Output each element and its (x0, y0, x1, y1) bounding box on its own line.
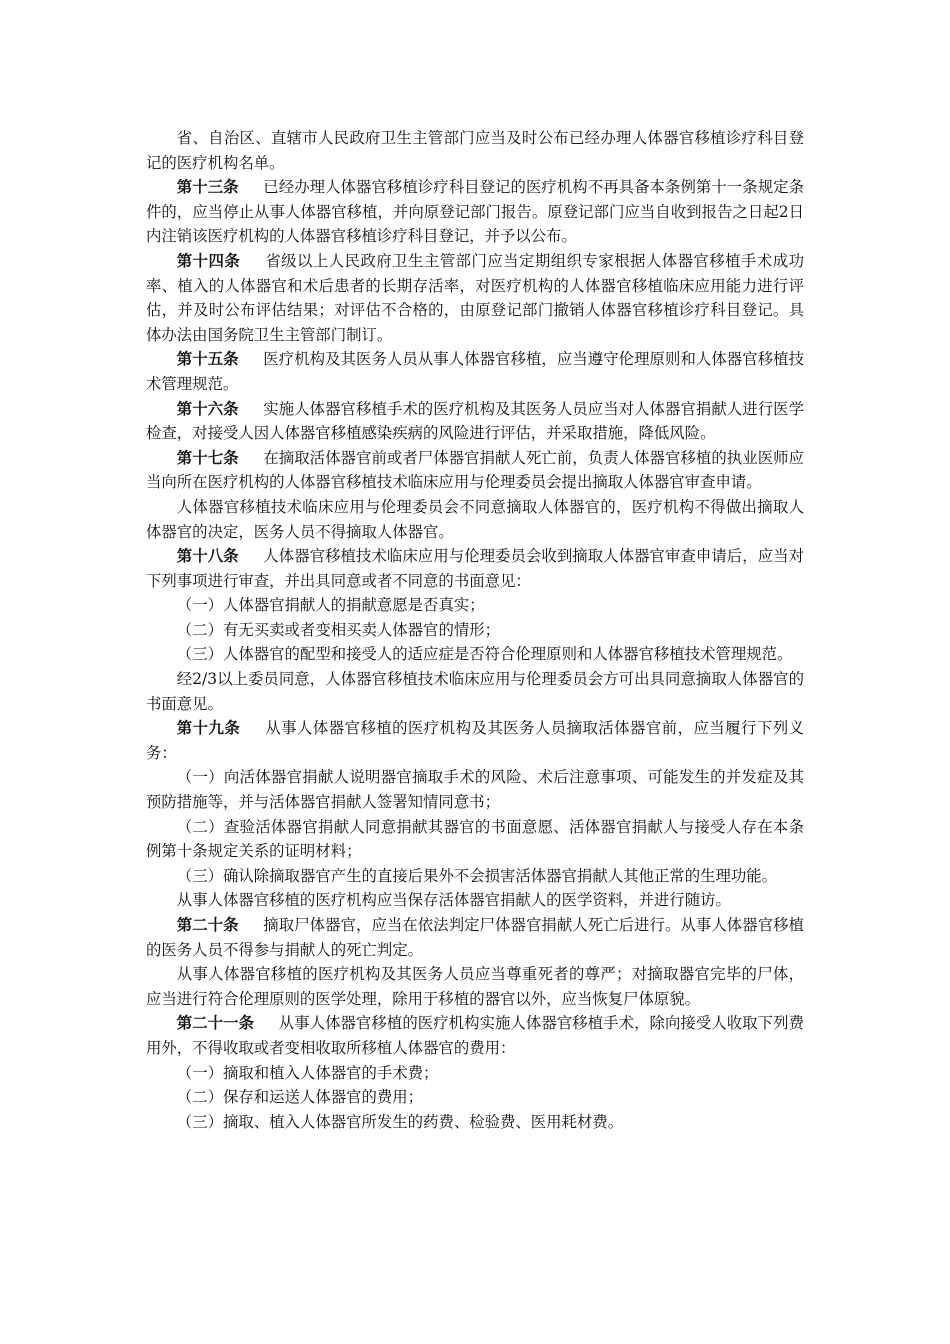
paragraph-text: 人体器官移植技术临床应用与伦理委员会不同意摘取人体器官的，医疗机构不得做出摘取人体器官的决定，医务人员不得摘取人体器官。 (146, 497, 804, 541)
article-paragraph (146, 544, 804, 593)
paragraph-text: 从事人体器官移植的医疗机构实施人体器官移植手术，除向接受人收取下列费用外，不得收取或者变相收取所移植人体器官的费用： (146, 1014, 804, 1057)
article-paragraph (146, 1011, 804, 1060)
paragraph-text: 经2/3以上委员同意，人体器官移植技术临床应用与伦理委员会方可出具同意摘取人体器官的书面意见。 (146, 670, 804, 713)
paragraph (146, 962, 804, 1011)
article-title: 第十七条 (176, 448, 239, 467)
list-item-text: （三）确认除摘取器官产生的直接后果外不会损害活体器官捐献人其他正常的生理功能。 (176, 866, 778, 885)
paragraph-text: 实施人体器官移植手术的医疗机构及其医务人员应当对人体器官捐献人进行医学检查，对接受人因人体器官移植感染疾病的风险进行评估，并采取措施，降低风险。 (146, 399, 804, 443)
article-title: 第二十一条 (176, 1014, 255, 1033)
paragraph (146, 126, 804, 175)
list-item-text: （一）摘取和植入人体器官的手术费； (176, 1063, 439, 1082)
list-item-text: （一）向活体器官捐献人说明器官摘取手术的风险、术后注意事项、可能发生的并发症及其预防措施等，并与活体器官捐献人签署知情同意书； (146, 768, 804, 812)
article-paragraph (146, 446, 804, 495)
paragraph-text: 医疗机构及其医务人员从事人体器官移植，应当遵守伦理原则和人体器官移植技术管理规范。 (146, 350, 804, 393)
article-title: 第十五条 (176, 350, 239, 369)
list-item (146, 642, 804, 667)
list-item (146, 1110, 804, 1135)
list-item (146, 1085, 804, 1110)
paragraph-text: 在摘取活体器官前或者尸体器官捐献人死亡前，负责人体器官移植的执业医师应当向所在医疗机构的人体器官移植技术临床应用与伦理委员会提出摘取人体器官审查申请。 (146, 448, 804, 492)
paragraph-text: 省、自治区、直辖市人民政府卫生主管部门应当及时公布已经办理人体器官移植诊疗科目登记的医疗机构名单。 (146, 129, 804, 172)
paragraph-text: 摘取尸体器官，应当在依法判定尸体器官捐献人死亡后进行。从事人体器官移植的医务人员不得参与捐献人的死亡判定。 (146, 916, 804, 959)
paragraph-text: 已经办理人体器官移植诊疗科目登记的医疗机构不再具备本条例第十一条规定条件的，应当停止从事人体器官移植，并向原登记部门报告。原登记部门应当自收到报告之日起2日内注销该医疗机构的人体器官移植诊疗科目登记，并予以公布。 (146, 178, 804, 246)
article-title: 第二十条 (176, 916, 239, 934)
article-title: 第十四条 (176, 251, 241, 270)
paragraph (146, 495, 804, 544)
list-item (146, 864, 804, 889)
list-item-text: （二）保存和运送人体器官的费用； (176, 1088, 424, 1107)
article-paragraph (146, 397, 804, 446)
article-title: 第十八条 (176, 547, 239, 566)
list-item-text: （一）人体器官捐献人的捐献意愿是否真实； (176, 596, 485, 615)
article-title: 第十三条 (176, 178, 239, 197)
article-title: 第十九条 (176, 719, 241, 738)
article-paragraph (146, 175, 804, 249)
list-item-text: （三）人体器官的配型和接受人的适应症是否符合伦理原则和人体器官移植技术管理规范。 (176, 645, 793, 664)
article-paragraph (146, 249, 804, 347)
article-paragraph (146, 347, 804, 396)
list-item (146, 815, 804, 864)
list-item-text: （二）有无买卖或者变相买卖人体器官的情形； (176, 620, 501, 639)
list-item (146, 618, 804, 643)
paragraph-text: 从事人体器官移植的医疗机构及其医务人员摘取活体器官前，应当履行下列义务： (146, 719, 804, 762)
article-title: 第十六条 (176, 399, 239, 418)
list-item-text: （二）查验活体器官捐献人同意捐献其器官的书面意愿、活体器官捐献人与接受人存在本条例第十条规定关系的证明材料； (146, 817, 804, 861)
paragraph (146, 667, 804, 716)
article-paragraph (146, 716, 804, 765)
list-item (146, 765, 804, 814)
paragraph-text: 人体器官移植技术临床应用与伦理委员会收到摘取人体器官审查申请后，应当对下列事项进行审查，并出具同意或者不同意的书面意见： (146, 547, 804, 590)
list-item (146, 1061, 804, 1086)
paragraph-text: 从事人体器官移植的医疗机构及其医务人员应当尊重死者的尊严；对摘取器官完毕的尸体，应当进行符合伦理原则的医学处理，除用于移植的器官以外，应当恢复尸体原貌。 (146, 965, 804, 1008)
article-paragraph (146, 913, 804, 962)
list-item (146, 593, 804, 618)
paragraph-text: 省级以上人民政府卫生主管部门应当定期组织专家根据人体器官移植手术成功率、植入的人体器官和术后患者的长期存活率，对医疗机构的人体器官移植临床应用能力进行评估，并及时公布评估结果；对评估不合格的，由原登记部门撤销人体器官移植诊疗科目登记。具体办法由国务院卫生主管部门制订。 (146, 251, 804, 344)
list-item-text: （三）摘取、植入人体器官所发生的药费、检验费、医用耗材费。 (176, 1112, 624, 1131)
document-page (146, 126, 804, 1134)
paragraph-text: 从事人体器官移植的医疗机构应当保存活体器官捐献人的医学资料，并进行随访。 (176, 891, 731, 910)
paragraph (146, 888, 804, 913)
